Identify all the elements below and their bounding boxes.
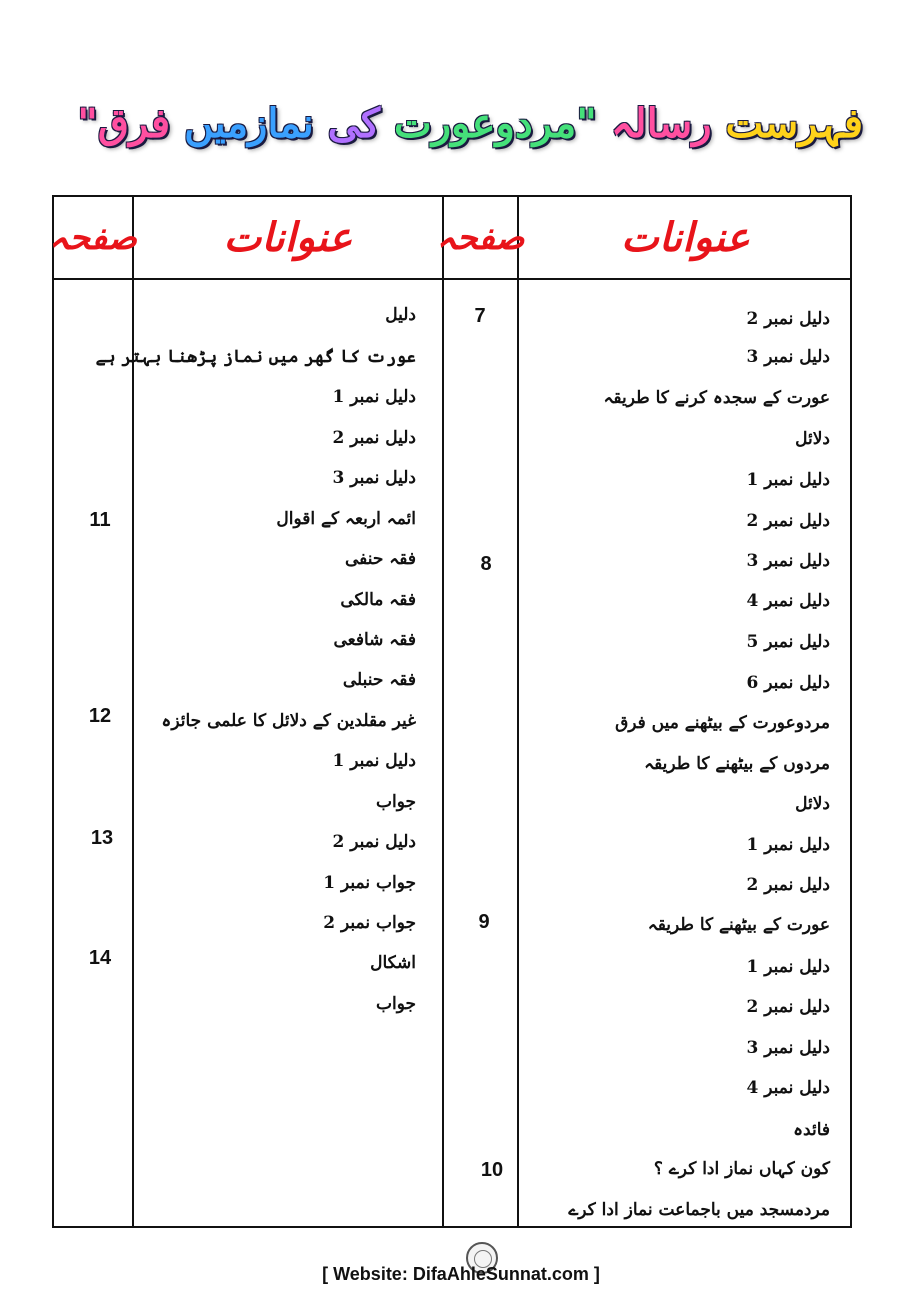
title-part: فہرست: [725, 99, 863, 147]
toc-entry: دلیل نمبر 2: [746, 997, 830, 1017]
toc-entry: مردوعورت کے بیٹھنے میں فرق: [615, 713, 830, 733]
toc-entry: عورت کا گھر میں نماز پڑھنا بہتر ہے: [95, 347, 416, 367]
contents-table: [49, 195, 852, 1228]
title-part: کی: [327, 99, 395, 147]
header-topics-right: عنوانات: [621, 214, 750, 261]
header-page-right: صفحہ: [436, 218, 525, 258]
toc-entry: دلیل نمبر 2: [332, 428, 416, 448]
toc-entry: دلیل: [385, 305, 416, 325]
toc-entry: مردوں کے بیٹھنے کا طریقہ: [644, 754, 830, 774]
toc-entry: دلائل: [795, 429, 830, 449]
toc-entry: دلیل نمبر 3: [332, 468, 416, 488]
toc-entry: جواب نمبر 1: [323, 873, 416, 893]
page-number: 12: [88, 705, 112, 727]
column-divider: [442, 197, 444, 1226]
page-number: 13: [90, 827, 114, 849]
toc-entry: دلیل نمبر 4: [746, 591, 830, 611]
toc-entry: دلیل نمبر 3: [746, 1038, 830, 1058]
page-number: 7: [474, 305, 486, 327]
document-title-text: [77, 100, 863, 147]
toc-entry: دلیل نمبر 2: [332, 832, 416, 852]
toc-entry: دلیل نمبر 4: [746, 1078, 830, 1098]
page-number: 11: [89, 509, 111, 531]
toc-entry: دلیل نمبر 3: [746, 347, 830, 367]
toc-entry: فقہ مالکی: [340, 590, 416, 610]
title-part: "مردوعورت: [394, 99, 611, 147]
toc-entry: دلیل نمبر 2: [746, 875, 830, 895]
toc-entry: مردمسجد میں باجماعت نماز ادا کرے: [568, 1200, 830, 1220]
toc-entry: غیر مقلدین کے دلائل کا علمی جائزہ: [161, 711, 416, 731]
toc-entry: دلائل: [795, 794, 830, 814]
toc-entry: دلیل نمبر 2: [746, 309, 830, 329]
toc-entry: دلیل نمبر 2: [746, 511, 830, 531]
toc-entry: فائدہ: [793, 1120, 830, 1140]
toc-entry: کون کہاں نماز ادا کرے ؟: [653, 1159, 830, 1179]
header-page-left: صفحہ: [49, 218, 137, 258]
page-number: 14: [88, 947, 112, 969]
toc-entry: فقہ حنبلی: [342, 670, 416, 690]
toc-entry: جواب: [375, 994, 416, 1014]
page-number: 8: [480, 553, 492, 575]
toc-entry: دلیل نمبر 1: [746, 835, 830, 855]
toc-entry: فقہ حنفی: [344, 549, 416, 569]
toc-entry: دلیل نمبر 5: [746, 632, 830, 652]
toc-entry: دلیل نمبر 6: [746, 673, 830, 693]
toc-entry: اشکال: [370, 953, 416, 973]
toc-entry: عورت کے بیٹھنے کا طریقہ: [647, 915, 830, 935]
header-topics-left: عنوانات: [223, 214, 353, 261]
toc-entry: دلیل نمبر 1: [746, 470, 830, 490]
toc-entry: دلیل نمبر 1: [746, 957, 830, 977]
toc-entry: فقہ شافعی: [333, 630, 416, 650]
document-title: [77, 88, 863, 158]
page-number: 9: [478, 911, 490, 933]
right-topics-column: [519, 197, 842, 1226]
title-part: رسالہ: [610, 99, 726, 147]
toc-entry: ائمہ اربعہ کے اقوال: [276, 509, 416, 529]
website-footer: [ Website: DifaAhleSunnat.com ]: [322, 1264, 600, 1284]
page-number: 10: [480, 1159, 504, 1181]
toc-entry: جواب نمبر 2: [323, 913, 416, 933]
toc-entry: عورت کے سجدہ کرنے کا طریقہ: [603, 388, 830, 408]
toc-entry: دلیل نمبر 1: [332, 751, 416, 771]
toc-entry: جواب: [375, 792, 416, 812]
toc-entry: دلیل نمبر 1: [332, 387, 416, 407]
title-part: نمازمیں: [184, 99, 328, 147]
title-part: فرق": [77, 99, 185, 147]
toc-entry: دلیل نمبر 3: [746, 551, 830, 571]
